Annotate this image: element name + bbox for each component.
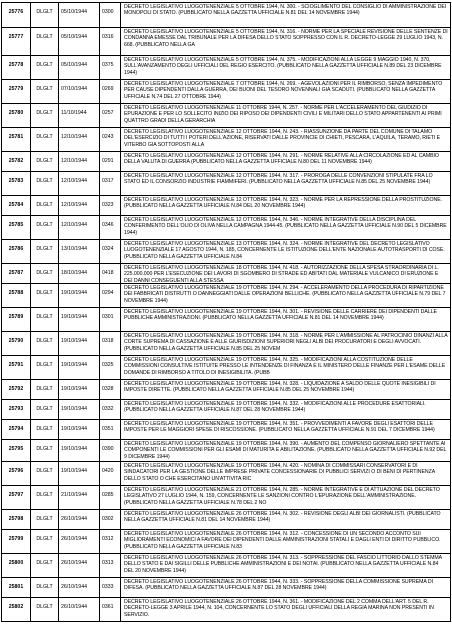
table-row — [2, 152, 451, 172]
table-row — [2, 554, 451, 578]
record-number: 25781 — [2, 128, 31, 151]
table-row — [2, 486, 451, 510]
act-type: DLGLT — [31, 284, 59, 307]
act-date: 19/10/1944 — [59, 332, 100, 355]
act-code: 0257 — [100, 104, 121, 127]
record-number: 25796 — [2, 462, 31, 485]
act-code: 0294 — [100, 284, 121, 307]
record-number: 25798 — [2, 510, 31, 529]
act-description: DECRETO LEGISLATIVO LUOGOTENENZIALE 19 OTTOBRE 1944, N. 420. - NOMINA DI COMMISSARI CONSERVATORI E DI SINDACATORI PER LA GESTIONE DELLE IMPRESE PRIVATE CONCESSIONARIE DI PUBBLICI SERVIZI O DI BENI DI PERTINENZA DELLO STATO O CHE ESERCITANO UN'ATTIVITA RIC — [121, 462, 451, 485]
act-date: 19/10/1944 — [59, 284, 100, 307]
record-number: 25779 — [2, 80, 31, 103]
act-code: 0361 — [100, 598, 121, 621]
act-date: 19/10/1944 — [59, 356, 100, 379]
act-description: DECRETO LEGISLATIVO LUOGOTENENZIALE 26 OTTOBRE 1944, N. 333. - SOPPRESSIONE DELLA COMMISSIONE SUPREMA DI DIFESA. (PUBBLICATO NELLA GAZZETTA UFFICIALE N.87 DEL 28 NOVEMBRE 1944) — [121, 578, 451, 597]
act-description: DECRETO LEGISLATIVO LUOGOTENENZIALE 11 OTTOBRE 1944, N. 257. - NORME PER L'ACCELERAMENTO DEL GIUDIZIO DI EPURAZIONE E PER LO SOLLECITO INIZIO DEI RIPOSO DEI DIPENDENTI CIVILI E MILITARI DELLO STATO APPARTENENTI AI PRIMI QUATTRO GRADI DELLA GERARCHIA — [121, 104, 451, 127]
act-description: DECRETO LEGISLATIVO LUOGOTENENZIALE 21 OTTOBRE 1944, N. 285. - NORME INTEGRATIVE E DI ATTUAZIONE DEL DECRETO LEGISLATIVO 27 LUGLIO 1944, N. 159, CONCERNENTE LE SANZIONI CONTRO L'EPURAZIONE DELL'AMMINISTRAZIONE. (PUBBLICATO NELLA GAZZETTA UFFICIALE N.78 DEL 2 NO — [121, 486, 451, 509]
act-date: 19/10/1944 — [59, 440, 100, 461]
act-description: DECRETO LEGISLATIVO LUOGOTENENZIALE 5 OTTOBRE 1944, N. 300. - SCIOGLIMENTO DEL CONSIGLIO DI AMMINISTRAZIONE DEI MONOPOLI DI STATO. (PUBBLICATO NELLA GAZZETTA UFFICIALE N.81 DEL 14 NOVEMBRE 1944) — [121, 3, 451, 27]
record-number: 25794 — [2, 420, 31, 439]
record-number: 25783 — [2, 172, 31, 195]
act-code: 0328 — [100, 380, 121, 399]
act-code: 0318 — [100, 332, 121, 355]
act-date: 26/10/1944 — [59, 598, 100, 621]
record-number: 25784 — [2, 196, 31, 215]
act-code: 0323 — [100, 196, 121, 215]
record-number: 25790 — [2, 332, 31, 355]
act-code: 0269 — [100, 80, 121, 103]
act-code: 0312 — [100, 530, 121, 553]
act-date: 12/10/1944 — [59, 196, 100, 215]
table-row — [2, 598, 451, 622]
act-code: 0302 — [100, 510, 121, 529]
table-row — [2, 308, 451, 332]
act-type: DLGLT — [31, 216, 59, 239]
table-row — [2, 356, 451, 380]
act-date: 12/10/1944 — [59, 216, 100, 239]
act-type: DLGLT — [31, 308, 59, 331]
act-type: DLGLT — [31, 420, 59, 439]
act-description: DECRETO LEGISLATIVO LUOGOTENENZIALE 26 OTTOBRE 1944, N. 312. - CONCESSIONE DI UN SECONDO ACCONTO SUI MIGLIORAMENTI ECONOMICI A FAVORE DEI DIPENDENTI DALLE AMMINISTRAZIONI STATALI E DAGLI ENTI DI DIRITTO PUBBLICO. (PUBBLICATO NELLA GAZZETTA UFFICIALE N.83 — [121, 530, 451, 553]
act-type: DLGLT — [31, 554, 59, 577]
record-number: 25795 — [2, 440, 31, 461]
record-number: 25776 — [2, 3, 31, 27]
act-type: DLGLT — [31, 578, 59, 597]
act-code: 0351 — [100, 420, 121, 439]
act-type: DLGLT — [31, 598, 59, 621]
act-date: 19/10/1944 — [59, 400, 100, 419]
table-row — [2, 332, 451, 356]
act-description: DECRETO LEGISLATIVO LUOGOTENENZIALE 12 OTTOBRE 1944, N. 346. - NORME INTEGRATIVE DELLA DISCIPLINA DEL CONFERIMENTO DELL'OLIO DI OLIVA NELLA CAMPAGNA 1944-45. (PUBBLICATO NELLA GAZZETTA UFFICIALE N.90 DEL 5 DICEMBRE 1944) — [121, 216, 451, 239]
act-type: DLGLT — [31, 152, 59, 171]
act-date: 11/10/1944 — [59, 104, 100, 127]
table-row — [2, 240, 451, 264]
act-description: DECRETO LEGISLATIVO LUOGOTENENZIALE 19 OTTOBRE 1944, N. 390. - AUMENTO DEL COMPENSO GIORNALIERO SPETTANTE AI COMPONENTI LE COMMISSIONI PER GLI ESAMI DI MATURITA E ABILITAZIONE. (PUBBLICATO NELLA GAZZETTA UFFICIALE N.92 DEL 9 DICEMBRE 1944) — [121, 440, 451, 461]
record-number: 25782 — [2, 152, 31, 171]
act-code: 0317 — [100, 172, 121, 195]
act-type: DLGLT — [31, 128, 59, 151]
act-code: 0346 — [100, 216, 121, 239]
act-type: DLGLT — [31, 510, 59, 529]
act-code: 0375 — [100, 56, 121, 79]
act-type: DLGLT — [31, 400, 59, 419]
act-type: DLGLT — [31, 264, 59, 283]
act-date: 05/10/1944 — [59, 28, 100, 55]
act-type: DLGLT — [31, 440, 59, 461]
act-code: 0285 — [100, 486, 121, 509]
act-type: DLGLT — [31, 240, 59, 263]
record-number: 25777 — [2, 28, 31, 55]
act-type: DLGLT — [31, 462, 59, 485]
record-number: 25786 — [2, 240, 31, 263]
act-code: 0420 — [100, 462, 121, 485]
act-date: 19/10/1944 — [59, 462, 100, 485]
act-code: 0243 — [100, 128, 121, 151]
table-row — [2, 462, 451, 486]
act-type: DLGLT — [31, 28, 59, 55]
act-date: 13/10/1944 — [59, 240, 100, 263]
act-type: DLGLT — [31, 332, 59, 355]
act-description: DECRETO LEGISLATIVO LUOGOTENENZIALE 26 OTTOBRE 1944, N. 361. - MODIFICAZIONE DEL 2 COMMA DELL'ART. 5 DEL R. DECRETO-LEGGE 3 APRILE 1944, N. 104, CONCERNENTE LO STATO DEGLI UFFICIALI DELLA REGIA MARINA NON PRESENTI IN SERVIZIO. — [121, 598, 451, 621]
act-code: 0325 — [100, 356, 121, 379]
act-description: DECRETO LEGISLATIVO LUOGOTENENZIALE 19 OTTOBRE 1944, N. 325. - MODIFICAZIONI ALLA COSTITUZIONE DELLE COMMISSIONI CONSULTIVE ISTITUITE PRESSO LE INTENDENZE DI FINANZA E IL MINISTERO DELLE FINANZE PER L'ESAME DELLE DOMANDE DI RIMBORSO A TITOLO DI INESIGIBILITA. (PUBB — [121, 356, 451, 379]
act-date: 26/10/1944 — [59, 510, 100, 529]
legislation-table — [1, 2, 451, 622]
act-code: 0333 — [100, 578, 121, 597]
act-description: DECRETO LEGISLATIVO LUOGOTENENZIALE 26 OTTOBRE 1944, N. 302. - REVISIONE DEGLI ALBI DEI GIORNALISTI. (PUBBLICATO NELLA GAZZETTA UFFICIALE N.81 DEL 14 NOVEMBRE 1944) — [121, 510, 451, 529]
act-date: 19/10/1944 — [59, 420, 100, 439]
act-code: 0324 — [100, 240, 121, 263]
act-date: 26/10/1944 — [59, 554, 100, 577]
record-number: 25793 — [2, 400, 31, 419]
act-description: DECRETO LEGISLATIVO LUOGOTENENZIALE 7 OTTOBRE 1944, N. 269. - AGEVOLAZIONI PER IL RIMBORSO, SENZA IMPEDIMENTO PER CAUSE DIPENDENTI DALLA GUERRA, DEI BUONI DEL TESORO NOVENNALI GIA SCADUTI. (PUBBLICATO NELLA GAZZETTA UFFICIALE N.74 DEL 27 OTTOBRE 1944) — [121, 80, 451, 103]
act-description: DECRETO LEGISLATIVO LUOGOTENENZIALE 19 OTTOBRE 1944, N. 328. - LIQUIDAZIONE A SALDO DELLE QUOTE INESIGIBILI DI IMPOSTE DIRETTE. (PUBBLICATO NELLA GAZZETTA UFFICIALE N.85 DEL 25 NOVEMBRE 1944) — [121, 380, 451, 399]
record-number: 25797 — [2, 486, 31, 509]
record-number: 25799 — [2, 530, 31, 553]
act-code: 0313 — [100, 554, 121, 577]
record-number: 25801 — [2, 578, 31, 597]
act-date: 12/10/1944 — [59, 128, 100, 151]
act-code: 0301 — [100, 308, 121, 331]
act-date: 19/10/1944 — [59, 308, 100, 331]
act-type: DLGLT — [31, 196, 59, 215]
act-date: 07/10/1944 — [59, 80, 100, 103]
table-row — [2, 440, 451, 462]
act-code: 0316 — [100, 28, 121, 55]
record-number: 25802 — [2, 598, 31, 621]
record-number: 25789 — [2, 308, 31, 331]
act-code: 0300 — [100, 3, 121, 27]
table-row — [2, 216, 451, 240]
act-type: DLGLT — [31, 56, 59, 79]
act-description: DECRETO LEGISLATIVO LUOGOTENENZIALE 13 OTTOBRE 1944, N. 324. - NORME INTEGRATIVE DEL DECRETO LEGISLATIVO LUOGOTENENZIALE 17 AGOSTO 1944, N. 185, CONCERNENTE LE ISTITUZIONE DELL'ENTE NAZIONALE AUTOTRASPORTI DI COSE. (PUBBLICATO NELLA GAZZETTA UFFICIALE N.84 — [121, 240, 451, 263]
table-row — [2, 578, 451, 598]
act-type: DLGLT — [31, 3, 59, 27]
act-date: 21/10/1944 — [59, 486, 100, 509]
table-row — [2, 400, 451, 420]
act-description: DECRETO LEGISLATIVO LUOGOTENENZIALE 12 OTTOBRE 1944, N. 291. - NORME RELATIVE ALLA CIRCOLAZIONE ED AL CAMBIO DELLA VALUTA DI GUERRA (PUBBLICATO NELLA GAZZETTA UFFICIALE N.80 DEL 11 NOVEMBRE 1944) — [121, 152, 451, 171]
table-row — [2, 172, 451, 196]
record-number: 25778 — [2, 56, 31, 79]
table-row — [2, 56, 451, 80]
act-code: 0390 — [100, 440, 121, 461]
act-date: 26/10/1944 — [59, 578, 100, 597]
act-description: DECRETO LEGISLATIVO LUOGOTENENZIALE 5 OTTOBRE 1944, N. 316. - NORME PER LA SPECIALE REVISIONE DELLE SENTENZE DI CONDANNA EMESSE DAL TRIBUNALE PER LA DIFESA DELLO STATO SOPPRESSO CON IL R. DECRETO-LEGGE 29 LUGLIO 1943, N. 668. (PUBBLICATO NELLA GA — [121, 28, 451, 55]
act-date: 12/10/1944 — [59, 172, 100, 195]
record-number: 25788 — [2, 284, 31, 307]
act-description: DECRETO LEGISLATIVO LUOGOTENENZIALE 18 OTTOBRE 1944, N. 418. - AUTORIZZAZIONE DELLA SPESA STRAORDINARIA DI L. 225.000.000 PER L'ESECUZIONE DEI LAVORI DI SGOMBERO DI STRADE ED ABITATI DAL MATERIALE VULCANICO DI ERUZIONE E DEI DANNI CONSEGUENTI ALLA STESSA — [121, 264, 451, 283]
table-row — [2, 28, 451, 56]
record-number: 25785 — [2, 216, 31, 239]
act-type: DLGLT — [31, 530, 59, 553]
table-row — [2, 380, 451, 400]
act-type: DLGLT — [31, 80, 59, 103]
act-type: DLGLT — [31, 486, 59, 509]
table-row — [2, 3, 451, 28]
act-description: DECRETO LEGISLATIVO LUOGOTENENZIALE 12 OTTOBRE 1944, N. 323. - NORME PER LA REPRESSIONE DELLA PROSTITUZIONE. (PUBBLICATO NELLA GAZZETTA UFFICIALE N.84 DEL 20 NOVEMBRE 1944) — [121, 196, 451, 215]
act-code: 0418 — [100, 264, 121, 283]
act-description: DECRETO LEGISLATIVO LUOGOTENENZIALE 26 OTTOBRE 1944, N. 313. - SOPPRESSIONE DEL FASCIO LITTORIO DALLO STEMMA DELLO STATO E DAI SIGILLI DELLE PUBBLICHE AMMINISTRAZIONI E DEI NOTAI. (PUBBLICATO NELLA GAZZETTA UFFICIALE N.84 DEL 20 NOVEMBRE 1944) — [121, 554, 451, 577]
act-date: 18/10/1944 — [59, 264, 100, 283]
act-date: 19/10/1944 — [59, 380, 100, 399]
act-description: DECRETO LEGISLATIVO LUOGOTENENZIALE 12 OTTOBRE 1944, N. 243. - RIASSUNZIONE DA PARTE DEL COMUNE DI TALAMO DEL'ESERCIZIO DI TUTTI I POTERI DELL'AZIONE, RISERVATI DALLE PROVINCIE DI CHIETI, PESCARA, L'AQUILA, TERAMO, RIETI E VITERBO GIA SOTTOPOSTI ALLA — [121, 128, 451, 151]
act-description: DECRETO LEGISLATIVO LUOGOTENENZIALE 19 OTTOBRE 1944, N. 294. - ACCELERAMENTO DELLA PROCEDURA DI RIPARTIZIONE DEI FABBRICATI DISTRUTTI O DANNEGGIATI DALLE OPERAZIONI BELLICHE. (PUBBLICATO NELLA GAZZETTA UFFICIALE N.79 DEL 7 NOVEMBRE 1944) — [121, 284, 451, 307]
act-type: DLGLT — [31, 172, 59, 195]
act-date: 12/10/1944 — [59, 152, 100, 171]
table-row — [2, 128, 451, 152]
act-description: DECRETO LEGISLATIVO LUOGOTENENZIALE 5 OTTOBRE 1944, N. 375. - MODIFICAZIONI ALLA LEGGE 9 MAGGIO 1940, N. 370, SULL'AVANZAMENTO DEGLI UFFICIALI DEL REGIO ESERCITO. (PUBBLICATO NELLA GAZZETTA UFFICIALE N.89 DEL 23 DICEMBRE 1944) — [121, 56, 451, 79]
act-type: DLGLT — [31, 104, 59, 127]
record-number: 25791 — [2, 356, 31, 379]
act-description: DECRETO LEGISLATIVO LUOGOTENENZIALE 12 OTTOBRE 1944, N. 317. - PROROGA DELLE CONVENZIONI STIPULATE FRA LO STATO ED IL CONSORZIO INDUSTRIE FIAMMIFERI. (PUBBLICATO NELLA GAZZETTA UFFICIALE N.85 DEL 25 NOVEMBRE 1944) — [121, 172, 451, 195]
table-row — [2, 196, 451, 216]
act-description: DECRETO LEGISLATIVO LUOGOTENENZIALE 19 OTTOBRE 1944, N. 301. - REVISIONE DELLE CARRIERE DEI DIPENDENTI DALLE PUBBLICHE AMMINISTRAZIONI. (PUBBLICATO NELLA GAZZETTA UFFICIALE N.81 DEL 14 NOVEMBRE 1944) — [121, 308, 451, 331]
record-number: 25800 — [2, 554, 31, 577]
act-type: DLGLT — [31, 380, 59, 399]
act-type: DLGLT — [31, 356, 59, 379]
record-number: 25780 — [2, 104, 31, 127]
record-number: 25792 — [2, 380, 31, 399]
record-number: 25787 — [2, 264, 31, 283]
act-date: 05/10/1944 — [59, 3, 100, 27]
act-code: 0291 — [100, 152, 121, 171]
act-description: DECRETO LEGISLATIVO LUOGOTENENZIALE 19 OTTOBRE 1944, N. 318. - NORME PER L'AMMISSIONE AL PATROCINIO DINANZI ALLA CORTE SUPREMA DI CASSAZIONE E ALLE GIURISDIZIONI SUPERIORI NEGLI ALBI DEI PROCURATORI E DEGLI AVVOCATI. (PUBBLICATO NELLA GAZZETTA UFFICIALE N.85 DEL 25 NOVEM — [121, 332, 451, 355]
act-code: 0332 — [100, 400, 121, 419]
table-row — [2, 284, 451, 308]
act-description: DECRETO LEGISLATIVO LUOGOTENENZIALE 19 OTTOBRE 1944, N. 351. - PROVVEDIMENTI A FAVORE DEGLI ESATTORI DELLE IMPOSTE PER LE MAGGIORI SPESE DI RISCOSSIONE. (PUBBLICATO NELLA GAZZETTA UFFICIALE N.91 DEL 7 DICEMBRE 1944) — [121, 420, 451, 439]
table-row — [2, 420, 451, 440]
table-row — [2, 510, 451, 530]
table-row — [2, 80, 451, 104]
act-description: DECRETO LEGISLATIVO LUOGOTENENZIALE 19 OTTOBRE 1944, N. 332. - MODIFICAZIONI ALLE PROCEDURE ESATTORIALI. (PUBBLICATO NELLA GAZZETTA UFFICIALE N.87 DEL 28 NOVEMBRE 1944) — [121, 400, 451, 419]
act-date: 26/10/1944 — [59, 530, 100, 553]
act-date: 05/10/1944 — [59, 56, 100, 79]
table-row — [2, 104, 451, 128]
table-row — [2, 264, 451, 284]
table-row — [2, 530, 451, 554]
